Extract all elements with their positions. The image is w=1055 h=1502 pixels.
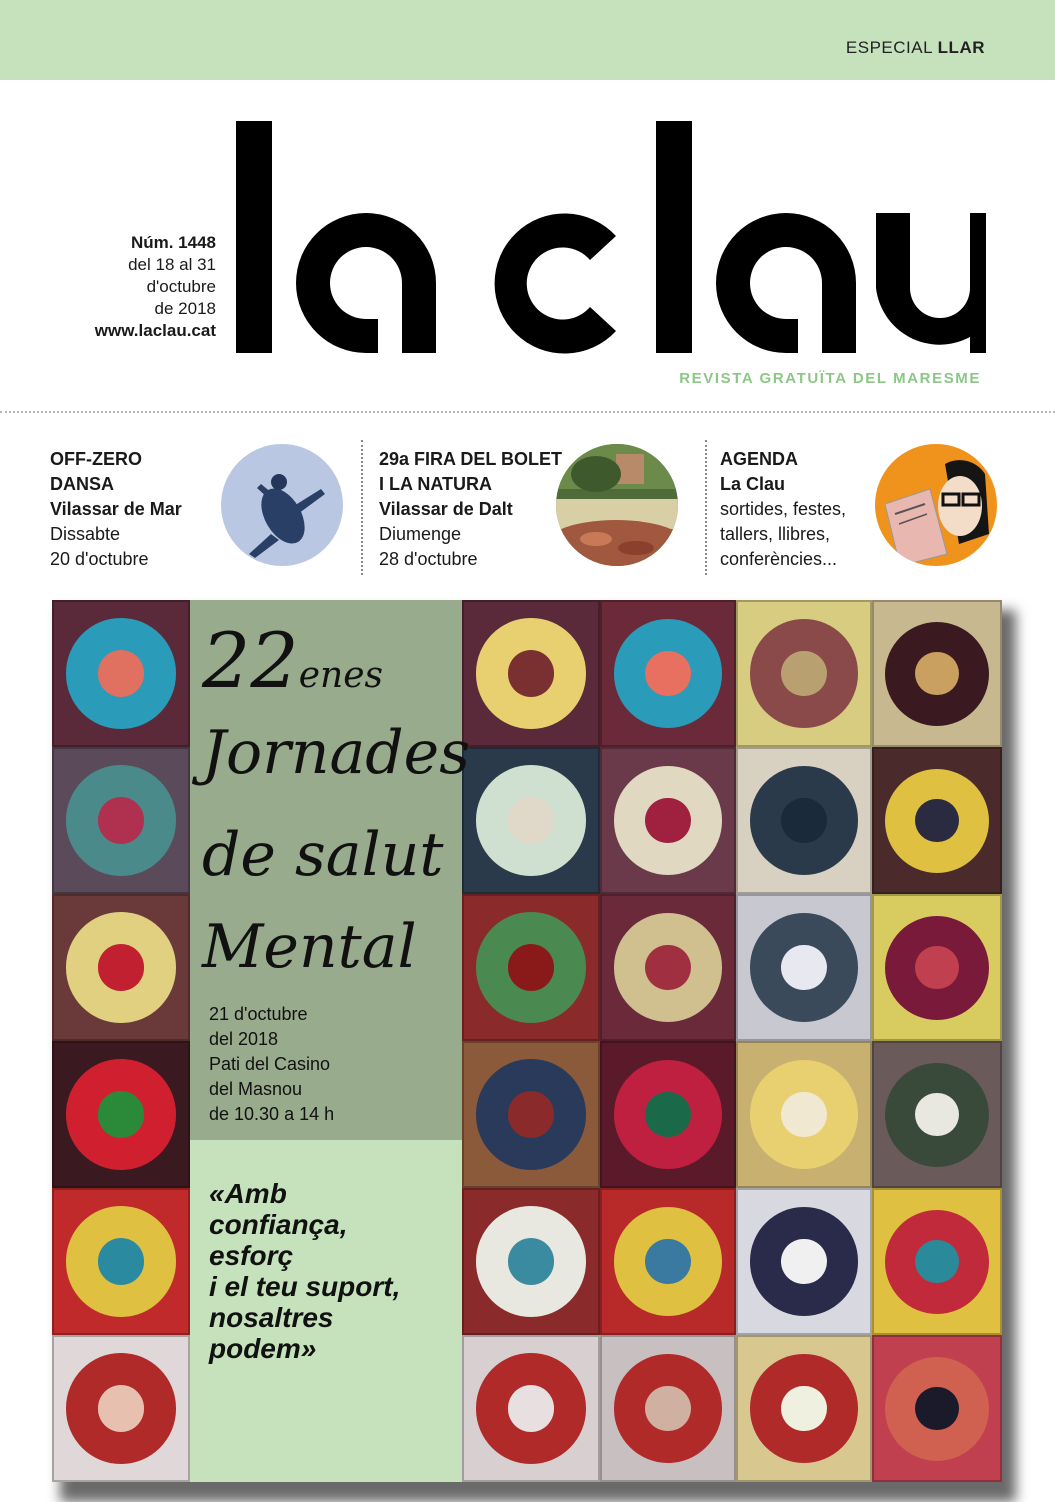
art-ring [885,916,989,1020]
art-tile [52,894,190,1041]
art-core [781,1092,827,1138]
art-core [508,1091,554,1137]
art-tile [872,747,1002,894]
cover-quote [209,1178,459,1364]
art-core [508,650,554,696]
art-ring [614,1354,723,1463]
art-core [98,1385,144,1431]
edition-ordinal: enes [298,655,383,696]
art-ring [66,1206,176,1316]
art-ring [476,1206,586,1316]
event-date-1: 21 d'octubre [209,1004,308,1024]
art-ring [750,913,859,1022]
quote-line: «Amb [209,1178,287,1209]
art-ring [66,912,176,1022]
special-section-label [846,38,985,58]
art-ring [476,912,586,1022]
art-ring [614,619,723,728]
quote-line: podem» [209,1333,317,1364]
art-tile [736,1041,872,1188]
art-tile [872,894,1002,1041]
art-tile [600,1041,736,1188]
art-tile [462,1041,600,1188]
art-core [915,946,959,990]
art-ring [885,769,989,873]
special-prefix: ESPECIAL [845,38,933,57]
art-tile [736,1188,872,1335]
website-link[interactable]: www.laclau.cat [94,321,216,340]
art-core [98,1238,144,1284]
dotted-divider [0,411,1055,413]
teaser-title-1: OFF-ZERO [50,449,142,469]
art-ring [66,618,176,728]
event-place-2: del Masnou [209,1079,303,1099]
art-core [645,798,691,844]
masthead-logo [226,96,986,376]
art-tile [52,600,190,747]
reader-illustration [875,444,997,566]
art-core [781,1239,827,1285]
event-place-1: Pati del Casino [209,1054,331,1074]
art-tile [872,600,1002,747]
teaser-mushroom-fair[interactable] [379,447,562,572]
teaser-title-2: DANSA [50,474,115,494]
teaser-date: 20 d'octubre [50,549,149,569]
art-tile [52,747,190,894]
art-ring [614,766,723,875]
art-ring [614,913,723,1022]
art-core [915,1093,959,1137]
art-core [98,1091,144,1137]
issue-info [40,232,216,342]
art-core [98,650,144,696]
art-core [781,798,827,844]
art-ring [476,1353,586,1463]
art-tile [872,1041,1002,1188]
quote-line: confiança, [209,1209,348,1240]
teaser-line-1: sortides, festes, [720,499,847,519]
teaser-dance[interactable] [50,447,182,572]
art-ring [885,1063,989,1167]
teaser-title-1: 29a FIRA DEL BOLET [379,449,563,469]
art-ring [66,1353,176,1463]
issue-dates-line3: de 2018 [154,299,216,318]
teaser-location: Vilassar de Dalt [379,499,513,519]
art-core [98,797,144,843]
teaser-agenda[interactable] [720,447,846,572]
issue-number: Núm. 1448 [130,233,216,252]
art-tile [52,1188,190,1335]
event-details [209,1002,334,1127]
quote-line: esforç [209,1240,294,1271]
title-line-3: Mental [202,912,417,982]
art-ring [750,619,859,728]
art-core [645,1092,691,1138]
title-line-1: Jornades [202,718,470,788]
teaser-separator [705,440,707,575]
art-tile [872,1188,1002,1335]
art-core [781,651,827,697]
mushroom-photo [556,444,678,566]
art-ring [614,1060,723,1169]
art-core [645,945,691,991]
special-topic: LLAR [937,38,985,57]
art-ring [476,618,586,728]
art-core [645,1386,691,1432]
art-ring [476,1059,586,1169]
art-ring [885,622,989,726]
art-ring [66,765,176,875]
art-tile [462,1335,600,1482]
teaser-location: Vilassar de Mar [50,499,182,519]
issue-dates-line2: d'octubre [146,277,216,296]
art-tile [600,1335,736,1482]
title-line-2: de salut [202,820,444,890]
edition-number-value: 22 [202,616,299,705]
art-core [781,1386,827,1432]
art-core [915,799,959,843]
art-core [915,1240,959,1284]
art-tile [736,747,872,894]
art-tile [462,747,600,894]
teaser-title-2: La Clau [720,474,786,494]
art-tile [600,600,736,747]
art-tile [462,894,600,1041]
art-core [645,651,691,697]
event-date-2: del 2018 [209,1029,279,1049]
art-ring [66,1059,176,1169]
teaser-separator [361,440,363,575]
issue-dates-line1: del 18 al 31 [128,255,216,274]
teaser-line-2: tallers, llibres, [720,524,831,544]
art-ring [614,1207,723,1316]
art-tile [600,1188,736,1335]
quote-line: nosaltres [209,1302,334,1333]
teaser-title-1: AGENDA [720,449,799,469]
dancer-photo [221,444,343,566]
quote-line: i el teu suport, [209,1271,401,1302]
art-tile [736,894,872,1041]
art-ring [750,1354,859,1463]
edition-number [202,616,383,705]
art-tile [872,1335,1002,1482]
teaser-line-3: conferències... [720,549,838,569]
art-core [645,1239,691,1285]
teaser-day: Diumenge [379,524,462,544]
art-ring [885,1210,989,1314]
teaser-date: 28 d'octubre [379,549,478,569]
art-tile [52,1335,190,1482]
teaser-day: Dissabte [50,524,121,544]
art-tile [462,600,600,747]
art-core [508,797,554,843]
art-core [915,652,959,696]
art-tile [600,894,736,1041]
teaser-title-2: I LA NATURA [379,474,492,494]
art-tile [52,1041,190,1188]
masthead-tagline: REVISTA GRATUÏTA DEL MARESME [679,370,981,387]
art-core [508,1238,554,1284]
art-tile [600,747,736,894]
art-core [915,1387,959,1431]
logo-letter-a [296,213,436,353]
art-tile [462,1188,600,1335]
art-tile [736,600,872,747]
art-ring [750,1207,859,1316]
cover-poster[interactable] [52,600,1002,1482]
art-ring [750,766,859,875]
art-tile [736,1335,872,1482]
event-time: de 10.30 a 14 h [209,1104,335,1124]
art-core [781,945,827,991]
art-core [98,944,144,990]
art-ring [476,765,586,875]
art-ring [885,1357,989,1461]
art-ring [750,1060,859,1169]
art-core [508,1385,554,1431]
art-core [508,944,554,990]
